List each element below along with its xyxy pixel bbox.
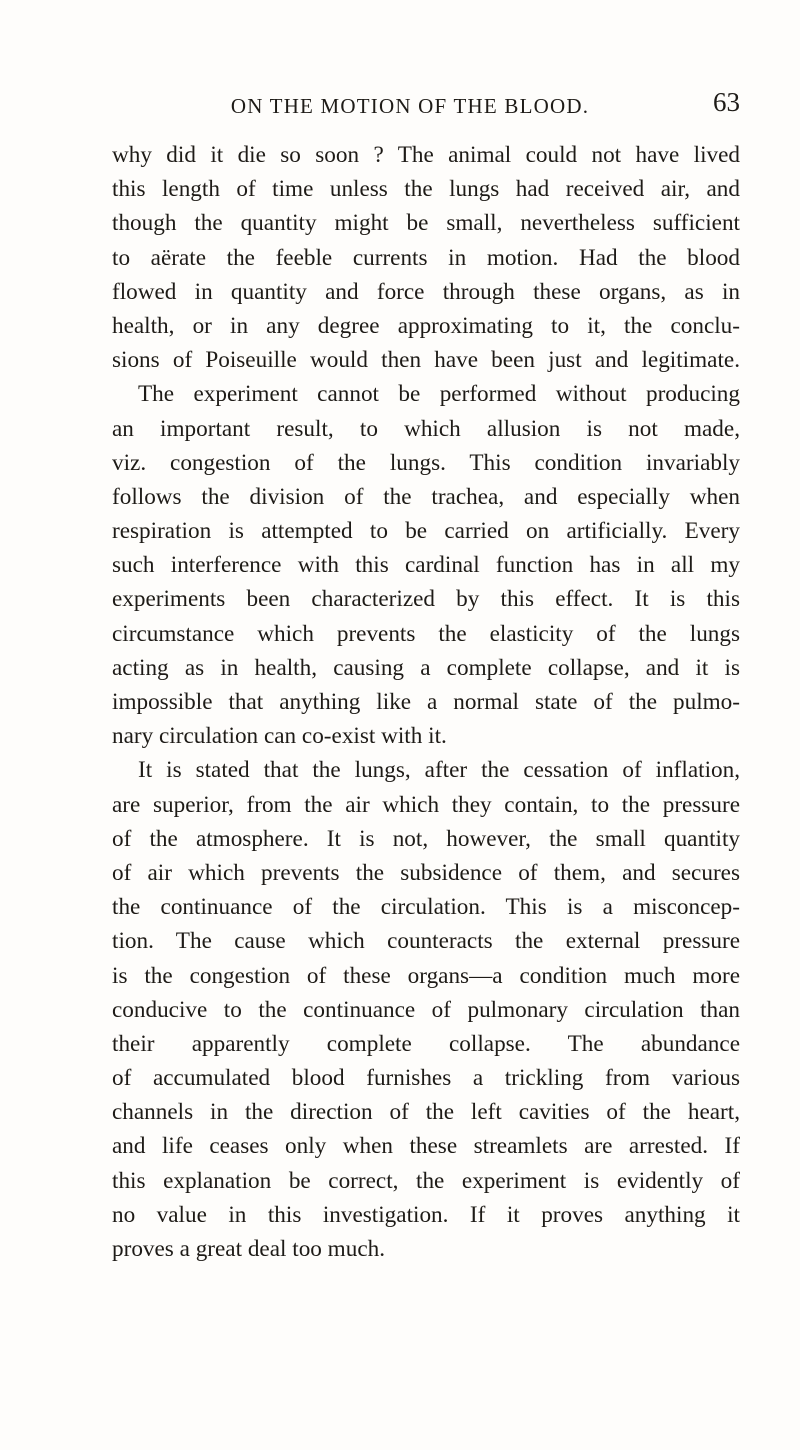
text-line: an important result, to which allusion is not made, <box>112 415 740 442</box>
running-title: ON THE MOTION OF THE BLOOD. <box>230 94 590 118</box>
paragraph-last-line: nary circulation can co-exist with it. <box>112 723 447 750</box>
text-line: though the quantity might be small, nevertheless sufficient <box>112 210 740 237</box>
text-line: this length of time unless the lungs had received air, and <box>112 176 740 203</box>
text-line: conducive to the continuance of pulmonary circulation than <box>112 996 740 1023</box>
text-line: their apparently complete collapse. The abundance <box>112 1030 740 1057</box>
text-line: of accumulated blood furnishes a trickling from various <box>112 1065 740 1092</box>
text-line: and life ceases only when these streamlets are arrested. If <box>112 1133 740 1160</box>
running-head <box>100 86 740 126</box>
text-line: flowed in quantity and force through these organs, as in <box>112 278 740 305</box>
paragraph-first-line: It is stated that the lungs, after the cessation of inflation, <box>138 757 740 784</box>
text-line: no value in this investigation. If it proves anything it <box>112 1201 740 1228</box>
page-number: 63 <box>713 87 740 117</box>
text-line: follows the division of the trachea, and especially when <box>112 483 740 510</box>
text-line: health, or in any degree approximating to it, the conclu- <box>112 312 740 339</box>
text-line: the continuance of the circulation. This is a misconcep- <box>112 894 740 921</box>
text-line: to aërate the feeble currents in motion. Had the blood <box>112 244 740 271</box>
text-line: of the atmosphere. It is not, however, the small quantity <box>112 825 740 852</box>
text-line: this explanation be correct, the experiment is evidently of <box>112 1167 740 1194</box>
text-line: circumstance which prevents the elasticity of the lungs <box>112 620 740 647</box>
text-line: are superior, from the air which they contain, to the pressure <box>112 791 740 818</box>
text-line: channels in the direction of the left cavities of the heart, <box>112 1099 740 1126</box>
text-line: sions of Poiseuille would then have been just and legitimate. <box>112 347 740 374</box>
text-line: experiments been characterized by this effect. It is this <box>112 586 740 613</box>
text-line: viz. congestion of the lungs. This condition invariably <box>112 449 740 476</box>
text-line: respiration is attempted to be carried on artificially. Every <box>112 518 740 545</box>
text-line: tion. The cause which counteracts the external pressure <box>112 928 740 955</box>
text-line: such interference with this cardinal function has in all my <box>112 552 740 579</box>
text-line: of air which prevents the subsidence of them, and secures <box>112 859 740 886</box>
body-text <box>112 138 740 1266</box>
text-line: impossible that anything like a normal state of the pulmo- <box>112 689 740 715</box>
text-line: is the congestion of these organs—a condition much more <box>112 962 740 989</box>
text-line: why did it die so soon ? The animal could not have lived <box>112 142 740 168</box>
text-line: acting as in health, causing a complete collapse, and it is <box>112 654 740 681</box>
paragraph-last-line: proves a great deal too much. <box>112 1236 385 1262</box>
paragraph-first-line: The experiment cannot be performed without producing <box>138 381 740 408</box>
